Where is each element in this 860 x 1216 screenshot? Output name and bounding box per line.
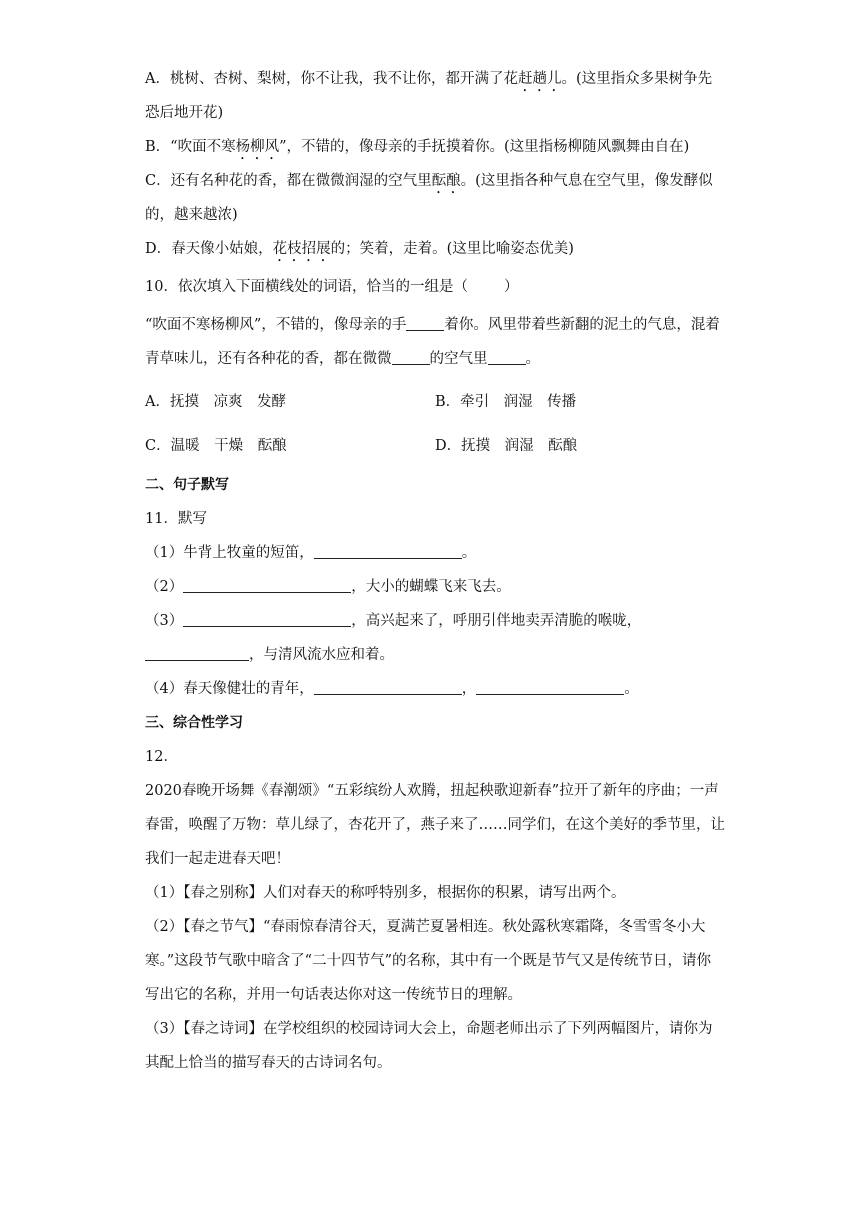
- q11-item-4-blank-1[interactable]: [314, 678, 462, 695]
- q11-item-4-text: （4）春天像健壮的青年，: [145, 681, 314, 697]
- q12-sub-1: （1）【春之别称】人们对春天的称呼特别多，根据你的积累，请写出两个。: [145, 885, 626, 901]
- q9-option-b-emphasis: 杨柳风: [235, 139, 280, 155]
- q10-option-d: D．抚摸 润湿 酝酿: [435, 438, 578, 454]
- q9-option-d: [145, 232, 725, 266]
- q10-options-row-2: [145, 424, 725, 468]
- q9-option-a-text: A．桃树、杏树、梨树，你不让我，我不让你，都开满了花: [145, 71, 518, 87]
- q11-item-3: [145, 604, 725, 672]
- q11-label: 11．默写: [145, 511, 207, 527]
- q11-item-3-blank-2[interactable]: [145, 644, 249, 661]
- q11-item-2-text: ，大小的蝴蝶飞来飞去。: [351, 579, 511, 595]
- q11-item-1: [145, 536, 725, 570]
- q9-option-d-emphasis: 花枝招展: [272, 241, 331, 257]
- q9-option-b: [145, 130, 725, 164]
- q10-stem-close: ）: [503, 279, 519, 295]
- q10-passage: [145, 308, 725, 376]
- q10-option-a: A．抚摸 凉爽 发酵: [145, 394, 286, 410]
- q10-option-b: B．牵引 润湿 传播: [435, 394, 577, 410]
- q11-item-2-blank[interactable]: [183, 576, 351, 593]
- q11-item-1-end: 。: [461, 545, 477, 561]
- q10-option-c: C．温暖 干燥 酝酿: [145, 438, 287, 454]
- q11-item-1-text: （1）牛背上牧童的短笛，: [145, 545, 314, 561]
- q12-sub-3: （3）【春之诗词】在学校组织的校园诗词大会上，命题老师出示了下列两幅图片，请你为其配上恰当的描写春天的古诗词名句。: [145, 1021, 713, 1071]
- q11-item-4-blank-2[interactable]: [476, 678, 624, 695]
- q10-blank-2[interactable]: [392, 348, 430, 365]
- q10-options-row-1: [145, 380, 725, 424]
- q11-item-4-end: 。: [624, 681, 639, 697]
- q10-blank-1[interactable]: [406, 314, 444, 331]
- q11-item-4: [145, 672, 725, 706]
- q11-item-2-num: （2）: [145, 579, 184, 595]
- q11-item-3-num: （3）: [145, 613, 184, 629]
- exam-page: [145, 62, 725, 1080]
- q9-option-a-note: 。(这里指众多果树争先恐后地开花): [145, 71, 713, 121]
- q12-sub-2: （2）【春之节气】“春雨惊春清谷天，夏满芒夏暑相连。秋处露秋寒霜降，冬雪雪冬小大寒。”这段节气歌中暗含了“二十四节气”的名称，其中有一个既是节气又是传统节日，请你写出它的名称，并用一句话表达你对这一传统节日的理解。: [145, 919, 711, 1003]
- q10-passage-part1: “吹面不寒杨柳风”，不错的，像母亲的手: [145, 317, 407, 333]
- q9-option-c-emphasis: 酝酿: [431, 173, 461, 189]
- q10-passage-part2: 着你。风里带着些新翻的泥土的气息，混着青草味儿，还有各种花的香，都在微微: [145, 317, 720, 367]
- q11-item-2: [145, 570, 725, 604]
- q10-passage-part3: 的空气里: [429, 351, 488, 367]
- q11-item-1-blank[interactable]: [314, 542, 462, 559]
- q10-stem-text: 10．依次填入下面横线处的词语，恰当的一组是（: [145, 279, 468, 295]
- q9-option-b-note: ”，不错的，像母亲的手抚摸着你。(这里指杨柳随风飘舞由自在): [279, 139, 690, 155]
- q9-option-c-text: C．还有名种花的香，都在微微润湿的空气里: [145, 173, 432, 189]
- q9-option-b-text: B．“吹面不寒: [145, 139, 236, 155]
- q10-passage-end: 。: [525, 351, 540, 367]
- section-3-title: 三、综合性学习: [145, 715, 243, 731]
- q9-option-d-note: 的；笑着，走着。(这里比喻姿态优美): [330, 241, 574, 257]
- q12-label: 12．: [145, 749, 178, 765]
- q11-item-3-text: ，高兴起来了，呼朋引伴地卖弄清脆的喉咙，: [351, 613, 642, 629]
- section-2-title: 二、句子默写: [145, 477, 229, 493]
- q10-stem: [145, 270, 725, 304]
- q9-option-c-note: 。(这里指各种气息在空气里，像发酵似的，越来越浓): [145, 173, 713, 223]
- q11-item-4-sep: ，: [461, 681, 477, 697]
- q10-blank-3[interactable]: [488, 348, 526, 365]
- q9-option-a-emphasis: 赶趟儿: [517, 71, 562, 87]
- q9-option-a: [145, 62, 725, 130]
- q12-intro: 2020春晚开场舞《春潮颂》“五彩缤纷人欢腾，扭起秧歌迎新春”拉开了新年的序曲；一声春雷，唤醒了万物：草儿绿了，杏花开了，燕子来了……同学们，在这个美好的季节里，让我们一起走进春天吧！: [145, 783, 725, 867]
- q9-option-c: [145, 164, 725, 232]
- q11-item-3-end: ，与清风流水应和着。: [249, 647, 394, 663]
- q9-option-d-text: D．春天像小姑娘，: [145, 241, 273, 257]
- q11-item-3-blank-1[interactable]: [183, 610, 351, 627]
